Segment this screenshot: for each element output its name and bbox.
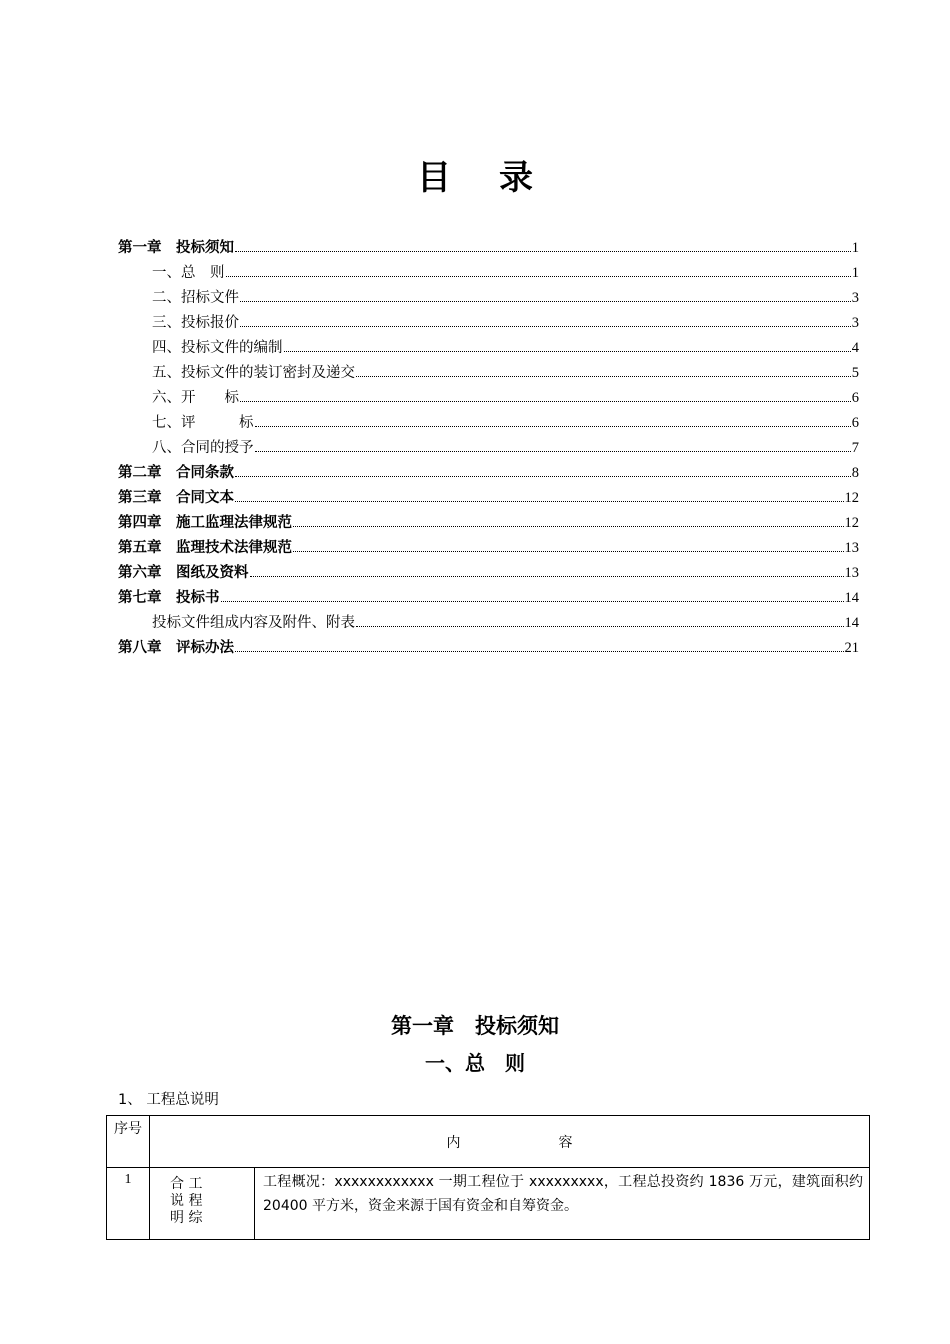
toc-leader-dots: [356, 625, 844, 627]
row-serial-number: 1: [107, 1168, 150, 1240]
toc-leader-dots: [240, 300, 851, 302]
toc-leader-dots: [235, 500, 844, 502]
toc-entry-page: 12: [844, 490, 859, 506]
toc-entry-label: 第六章 图纸及资料: [118, 565, 249, 581]
table-of-contents: [118, 236, 859, 661]
toc-entry-label: 第五章 监理技术法律规范: [118, 540, 292, 556]
toc-entry-page: 4: [851, 340, 859, 356]
toc-entry-page: 6: [851, 390, 859, 406]
toc-leader-dots: [226, 275, 851, 277]
toc-entry-page: 12: [844, 515, 859, 531]
toc-entry[interactable]: [118, 236, 859, 261]
toc-entry-label: 二、招标文件: [152, 290, 239, 306]
toc-entry-label: 一、总 则: [152, 265, 225, 281]
toc-entry[interactable]: [118, 561, 859, 586]
toc-entry[interactable]: [118, 436, 859, 461]
toc-entry-page: 5: [851, 365, 859, 381]
toc-leader-dots: [255, 425, 851, 427]
toc-entry-label: 第三章 合同文本: [118, 490, 234, 506]
toc-entry[interactable]: [118, 311, 859, 336]
toc-leader-dots: [250, 575, 844, 577]
toc-entry[interactable]: [118, 461, 859, 486]
toc-entry-page: 14: [844, 615, 859, 631]
toc-entry-page: 1: [851, 265, 859, 281]
table-header-row: [107, 1116, 870, 1168]
toc-entry-label: 第二章 合同条款: [118, 465, 234, 481]
toc-entry-label: 五、投标文件的装订密封及递交: [152, 365, 355, 381]
toc-entry-page: 13: [844, 540, 859, 556]
toc-entry[interactable]: [118, 336, 859, 361]
toc-entry[interactable]: [118, 636, 859, 661]
toc-entry-label: 第七章 投标书: [118, 590, 220, 606]
toc-entry-page: 3: [851, 315, 859, 331]
toc-entry-label: 三、投标报价: [152, 315, 239, 331]
toc-entry-label: 第一章 投标须知: [118, 240, 234, 256]
toc-leader-dots: [255, 450, 851, 452]
toc-entry-label: 八、合同的授予: [152, 440, 254, 456]
toc-entry-page: 1: [851, 240, 859, 256]
toc-entry-page: 21: [844, 640, 859, 656]
toc-entry[interactable]: [118, 411, 859, 436]
toc-leader-dots: [284, 350, 851, 352]
toc-leader-dots: [235, 250, 851, 252]
item-heading: 1、 工程总说明: [118, 1092, 219, 1108]
table-row: [107, 1168, 870, 1240]
header-serial-number: 序号: [107, 1116, 150, 1168]
toc-entry-label: 投标文件组成内容及附件、附表: [152, 615, 355, 631]
toc-leader-dots: [221, 600, 844, 602]
toc-entry[interactable]: [118, 486, 859, 511]
toc-entry-page: 3: [851, 290, 859, 306]
toc-entry-label: 七、评 标: [152, 415, 254, 431]
toc-entry[interactable]: [118, 286, 859, 311]
toc-entry-label: 第八章 评标办法: [118, 640, 234, 656]
toc-entry-label: 四、投标文件的编制: [152, 340, 283, 356]
toc-entry-page: 8: [851, 465, 859, 481]
toc-entry-page: 13: [844, 565, 859, 581]
section-title: 一、总 则: [425, 1051, 525, 1075]
toc-entry[interactable]: [118, 511, 859, 536]
toc-entry-page: 7: [851, 440, 859, 456]
toc-entry-label: 第四章 施工监理法律规范: [118, 515, 292, 531]
row-item-name: 合 工 说 程 明 综: [150, 1168, 255, 1240]
toc-leader-dots: [293, 525, 844, 527]
toc-leader-dots: [293, 550, 844, 552]
toc-leader-dots: [235, 650, 844, 652]
toc-entry[interactable]: [118, 261, 859, 286]
toc-leader-dots: [356, 375, 851, 377]
toc-leader-dots: [235, 475, 851, 477]
toc-entry[interactable]: [118, 386, 859, 411]
toc-entry[interactable]: [118, 361, 859, 386]
toc-title: 目录: [417, 158, 581, 198]
chapter-title: 第一章 投标须知: [391, 1014, 559, 1038]
toc-entry-label: 六、开 标: [152, 390, 239, 406]
toc-entry[interactable]: [118, 611, 859, 636]
toc-entry[interactable]: [118, 536, 859, 561]
toc-entry[interactable]: [118, 586, 859, 611]
toc-leader-dots: [240, 325, 851, 327]
toc-leader-dots: [240, 400, 851, 402]
project-summary-table: [106, 1115, 870, 1240]
row-item-content: 工程概况：xxxxxxxxxxxx 一期工程位于 xxxxxxxxx，工程总投资约 1836 万元，建筑面积约 20400 平方米，资金来源于国有资金和自筹资金。: [255, 1168, 870, 1240]
toc-entry-page: 6: [851, 415, 859, 431]
toc-entry-page: 14: [844, 590, 859, 606]
header-content: 内 容: [150, 1116, 870, 1168]
